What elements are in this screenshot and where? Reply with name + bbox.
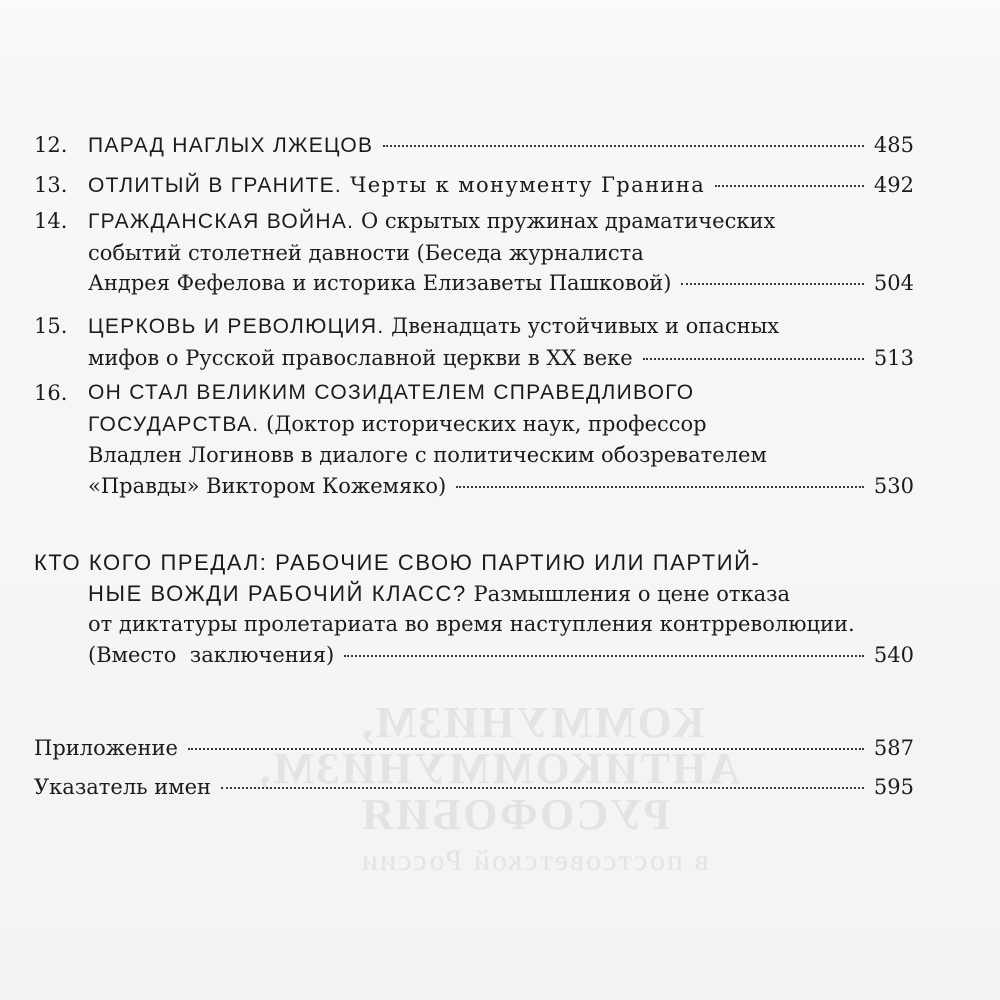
entry-number: 13. — [34, 173, 68, 197]
entry-title: ПАРАД НАГЛЫХ ЛЖЕЦОВ — [88, 134, 374, 157]
entry-subtitle: Двенадцать устойчивых и опасных — [384, 314, 780, 338]
toc-entry-appendix — [34, 733, 914, 764]
entry-number: 15. — [34, 314, 68, 338]
leader-dots — [383, 145, 864, 147]
entry-line — [88, 206, 914, 238]
entry-line — [88, 471, 914, 502]
entry-text: Андрея Фефелова и историка Елизаветы Пашковой) — [88, 271, 672, 296]
entry-text: (Вместо заключения) — [88, 642, 335, 667]
page-number: 530 — [873, 473, 914, 498]
entry-title: ОН СТАЛ ВЕЛИКИМ СОЗИДАТЕЛЕМ СПРАВЕДЛИВОГО — [88, 381, 695, 404]
toc-entry-16 — [34, 378, 914, 501]
toc-entry-14 — [34, 206, 914, 299]
conclusion-title-continued: НЫЕ ВОЖДИ РАБОЧИЙ КЛАСС? — [88, 580, 467, 606]
show-through-decoration: КОММУНИЗМ, АНТИКОММУНИЗМ, РУСОФОБИЯ в постсоветской России — [257, 698, 740, 877]
leader-dots — [221, 787, 864, 789]
page-number: 540 — [873, 642, 914, 667]
index-label: Указатель имен — [34, 775, 212, 799]
toc-entry-15 — [34, 311, 914, 373]
page-number: 504 — [873, 271, 914, 296]
entry-line: событий столетней давности (Беседа журналиста — [88, 240, 644, 265]
page-number: 587 — [873, 736, 914, 760]
page-number: 492 — [873, 173, 914, 197]
page-number: 595 — [873, 775, 914, 799]
entry-text: «Правды» Виктором Кожемяко) — [88, 473, 447, 498]
entry-title: ОТЛИТЫЙ В ГРАНИТЕ. — [88, 174, 343, 197]
entry-subtitle: (Доктор исторических наук, профессор — [259, 411, 707, 436]
page-number: 513 — [873, 345, 914, 370]
toc-entry-conclusion — [34, 548, 914, 670]
entry-number: 12. — [34, 133, 68, 157]
leader-dots — [344, 655, 864, 657]
entry-number: 16. — [34, 381, 68, 405]
entry-line: от диктатуры пролетариата во время наступления контрреволюции. — [88, 612, 855, 637]
entry-text: мифов о Русской православной церкви в XX веке — [88, 345, 633, 370]
conclusion-title: КТО КОГО ПРЕДАЛ: РАБОЧИЕ СВОЮ ПАРТИЮ ИЛИ ПАРТИЙ- — [34, 550, 761, 575]
toc-entry-index — [34, 772, 914, 803]
entry-title-continued: ГОСУДАРСТВА. — [88, 412, 260, 436]
toc-entry-12 — [34, 130, 914, 162]
entry-line — [34, 772, 914, 803]
entry-title: ЦЕРКОВЬ И РЕВОЛЮЦИЯ. — [88, 315, 385, 338]
leader-dots — [681, 283, 863, 285]
entry-line — [88, 268, 914, 299]
entry-line — [34, 733, 914, 764]
entry-line — [88, 343, 914, 374]
leader-dots — [456, 486, 864, 488]
entry-title: ГРАЖДАНСКАЯ ВОЙНА. — [88, 210, 355, 233]
entry-number: 14. — [34, 209, 68, 233]
entry-line: Владлен Логиновв в диалоге с политическим обозревателем — [88, 443, 767, 468]
leader-dots — [188, 748, 864, 750]
entry-line — [34, 640, 914, 671]
entry-line — [34, 579, 914, 610]
appendix-label: Приложение — [34, 736, 178, 760]
page-number: 485 — [873, 133, 914, 157]
entry-line — [88, 170, 914, 202]
entry-subtitle: О скрытых пружинах драматических — [354, 209, 776, 233]
entry-line — [88, 130, 914, 162]
leader-dots — [643, 358, 864, 360]
entry-line — [88, 409, 914, 441]
leader-dots — [715, 185, 864, 187]
entry-subtitle: Черты к монументу Гранина — [342, 173, 706, 197]
toc-entry-13 — [34, 170, 914, 202]
entry-line — [88, 311, 914, 343]
conclusion-subtitle: Размышления о цене отказа — [466, 581, 791, 606]
